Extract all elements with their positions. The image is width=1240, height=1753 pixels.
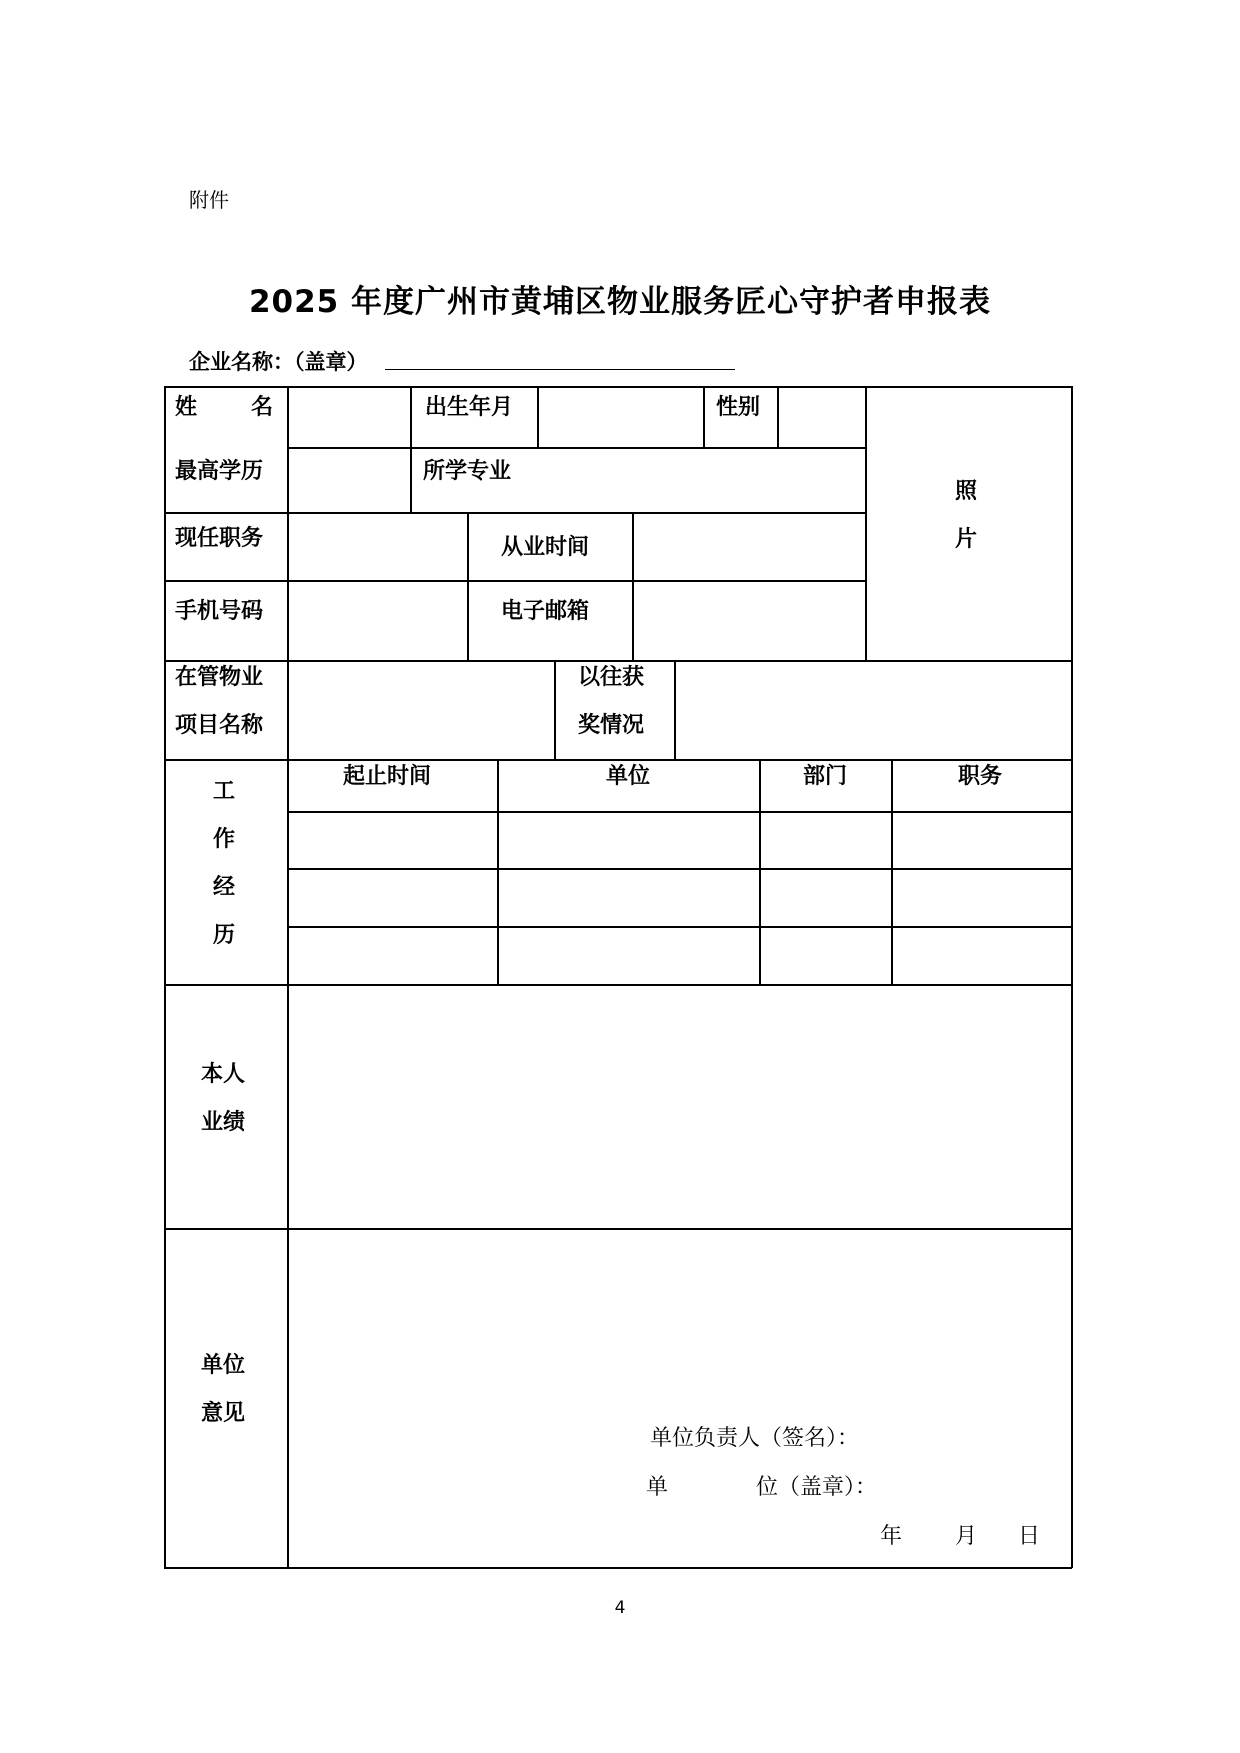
table-border-top	[164, 386, 1072, 388]
major-label: 所学专业	[423, 459, 512, 484]
row-line	[164, 512, 866, 514]
col-line	[467, 512, 469, 661]
column-header-department: 部门	[803, 764, 848, 789]
project-label-line2: 项目名称	[175, 713, 264, 738]
photo-label-part2: 片	[955, 527, 978, 552]
company-name-label: 企业名称：（盖章）	[189, 350, 368, 374]
page-number: 4	[614, 1598, 626, 1618]
row-line	[164, 1228, 1072, 1230]
col-line	[632, 512, 634, 661]
row-line	[287, 926, 1072, 928]
col-line	[554, 660, 556, 760]
email-label: 电子邮箱	[501, 599, 590, 624]
col-line	[777, 386, 779, 447]
awards-label-line2: 奖情况	[578, 713, 645, 738]
unit-seal-label-part2: 位（盖章）：	[756, 1475, 878, 1500]
col-line	[410, 386, 412, 513]
phone-label: 手机号码	[175, 599, 264, 624]
row-line	[287, 868, 1072, 870]
position-label: 现任职务	[175, 526, 264, 551]
project-label-line1: 在管物业	[175, 665, 264, 690]
row-line	[164, 759, 1072, 761]
table-border-right	[1071, 386, 1073, 1568]
work-history-label-3: 经	[213, 875, 236, 900]
col-line	[703, 386, 705, 447]
attachment-label: 附件	[189, 188, 229, 212]
photo-label-part1: 照	[955, 479, 978, 504]
column-header-unit: 单位	[606, 764, 651, 789]
birth-date-label: 出生年月	[425, 395, 514, 420]
date-month-label: 月	[955, 1524, 978, 1549]
awards-label-line1: 以往获	[578, 665, 645, 690]
label-column-line	[287, 386, 289, 1568]
work-history-label-2: 作	[213, 827, 236, 852]
row-line	[287, 447, 866, 449]
col-line	[759, 759, 761, 985]
col-line	[537, 386, 539, 447]
date-year-label: 年	[880, 1524, 903, 1549]
row-line	[164, 660, 1072, 662]
col-line	[891, 759, 893, 985]
leader-signature-label: 单位负责人（签名）：	[650, 1426, 860, 1451]
opinion-label-line1: 单位	[201, 1353, 246, 1378]
col-line	[674, 660, 676, 760]
unit-seal-label-part1: 单	[646, 1475, 669, 1500]
name-label-part2: 名	[251, 395, 274, 420]
row-line	[164, 580, 866, 582]
photo-column-line	[865, 386, 867, 661]
row-line	[287, 811, 1072, 813]
table-border-left	[164, 386, 166, 1568]
work-history-label-1: 工	[213, 779, 236, 804]
name-label-part1: 姓	[175, 395, 198, 420]
column-header-job-title: 职务	[958, 764, 1003, 789]
table-border-bottom	[164, 1567, 1072, 1569]
work-history-label-4: 历	[213, 923, 236, 948]
education-label: 最高学历	[175, 459, 264, 484]
achievements-label-line1: 本人	[201, 1062, 246, 1087]
column-header-period: 起止时间	[343, 764, 432, 789]
col-line	[497, 759, 499, 985]
gender-label: 性别	[716, 395, 761, 420]
page-title: 2025 年度广州市黄埔区物业服务匠心守护者申报表	[248, 284, 992, 320]
work-years-label: 从业时间	[501, 535, 590, 560]
row-line	[164, 984, 1072, 986]
opinion-label-line2: 意见	[201, 1401, 246, 1426]
achievements-label-line2: 业绩	[201, 1110, 246, 1135]
date-day-label: 日	[1018, 1524, 1041, 1549]
